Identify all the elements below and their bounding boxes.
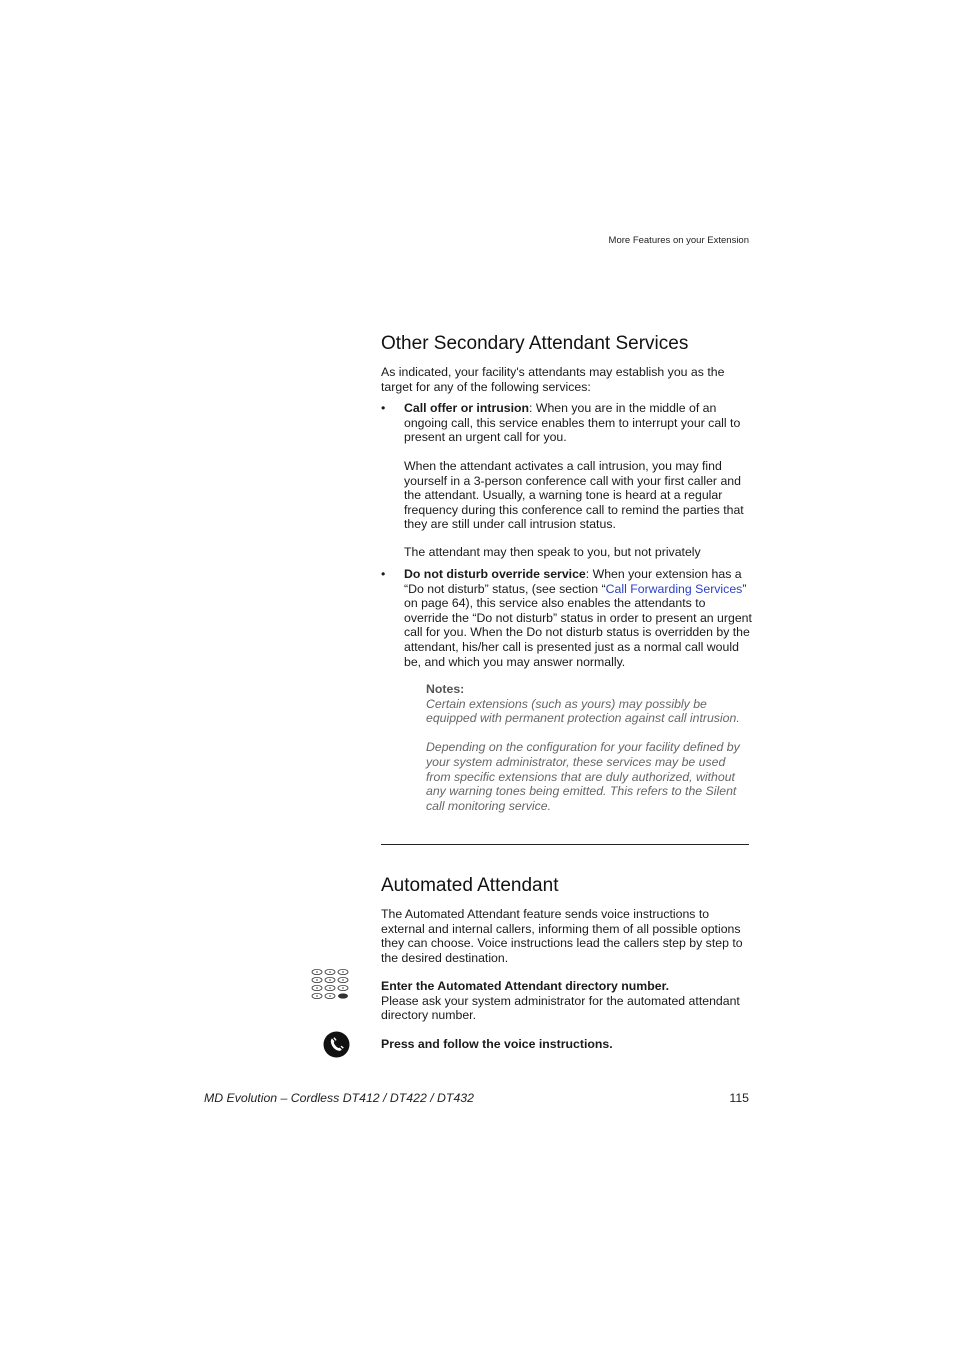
call-intrusion-paragraph: When the attendant activates a call intrusion, you may find yourself in a 3-person conference call with your first caller and the attendant. Usually, a warning tone is heard at a regular frequency during this conference call to remind the parties that they are still under call intrusion status. <box>404 459 744 532</box>
call-forwarding-link[interactable]: Call Forwarding Services <box>605 581 743 596</box>
running-header: More Features on your Extension <box>608 235 749 246</box>
call-offer-text: : When you are in the middle of an ongoing call, this service enables them to interrupt your call to present an urgent call for you. <box>404 401 741 445</box>
section-title-automated-attendant: Automated Attendant <box>381 875 559 896</box>
note-2: Depending on the configuration for your facility defined by your system administrator, these services may be used from specific extensions that are duly authorized, without any warning tones being emitted. This refers to the Silent call monitoring service. <box>426 740 740 813</box>
step1-bold: Enter the Automated Attendant directory number. <box>381 979 670 993</box>
note-1: Certain extensions (such as yours) may possibly be equipped with permanent protection against call intrusion. <box>426 696 740 726</box>
bullet-dnd-override <box>404 567 752 669</box>
section1-intro: As indicated, your facility's attendants may establish you as the target for any of the following services: <box>381 365 725 394</box>
section2-intro: The Automated Attendant feature sends voice instructions to external and internal callers, informing them of all possible options they can choose. Voice instructions lead the callers step by step to the desired destination. <box>381 907 743 965</box>
section-divider <box>381 844 749 845</box>
step1-text: Please ask your system administrator for the automated attendant directory number. <box>381 993 740 1023</box>
phone-handset-icon <box>323 1031 350 1058</box>
notes-box <box>426 682 752 813</box>
step2-bold: Press and follow the voice instructions. <box>381 1037 613 1051</box>
term-dnd-override: Do not disturb override service <box>404 567 586 581</box>
bullet-1: • <box>381 401 386 415</box>
page-number: 115 <box>729 1091 749 1105</box>
step-enter-number <box>381 979 751 1023</box>
keypad-icon <box>310 968 352 1002</box>
dnd-text-a: : When your extension has a “Do not disturb” status, (see section “ <box>404 567 742 596</box>
footer-product: MD Evolution – Cordless DT412 / DT422 / DT432 <box>204 1091 474 1105</box>
attendant-speak-paragraph: The attendant may then speak to you, but not privately <box>404 545 701 559</box>
section-title-secondary-attendant: Other Secondary Attendant Services <box>381 333 689 354</box>
step-press-follow <box>381 1037 751 1052</box>
bullet-call-offer <box>404 401 752 445</box>
term-call-offer: Call offer or intrusion <box>404 401 530 415</box>
bullet-2: • <box>381 567 386 581</box>
notes-label: Notes: <box>426 682 465 696</box>
dnd-text-b: ” on page 64), this service also enables the attendants to override the “Do not disturb” status in order to present an urgent call for you. When the Do not disturb status is overridden by the attendant, his/her call is presented just as a normal call would be, and which you may answer normally. <box>404 581 752 669</box>
